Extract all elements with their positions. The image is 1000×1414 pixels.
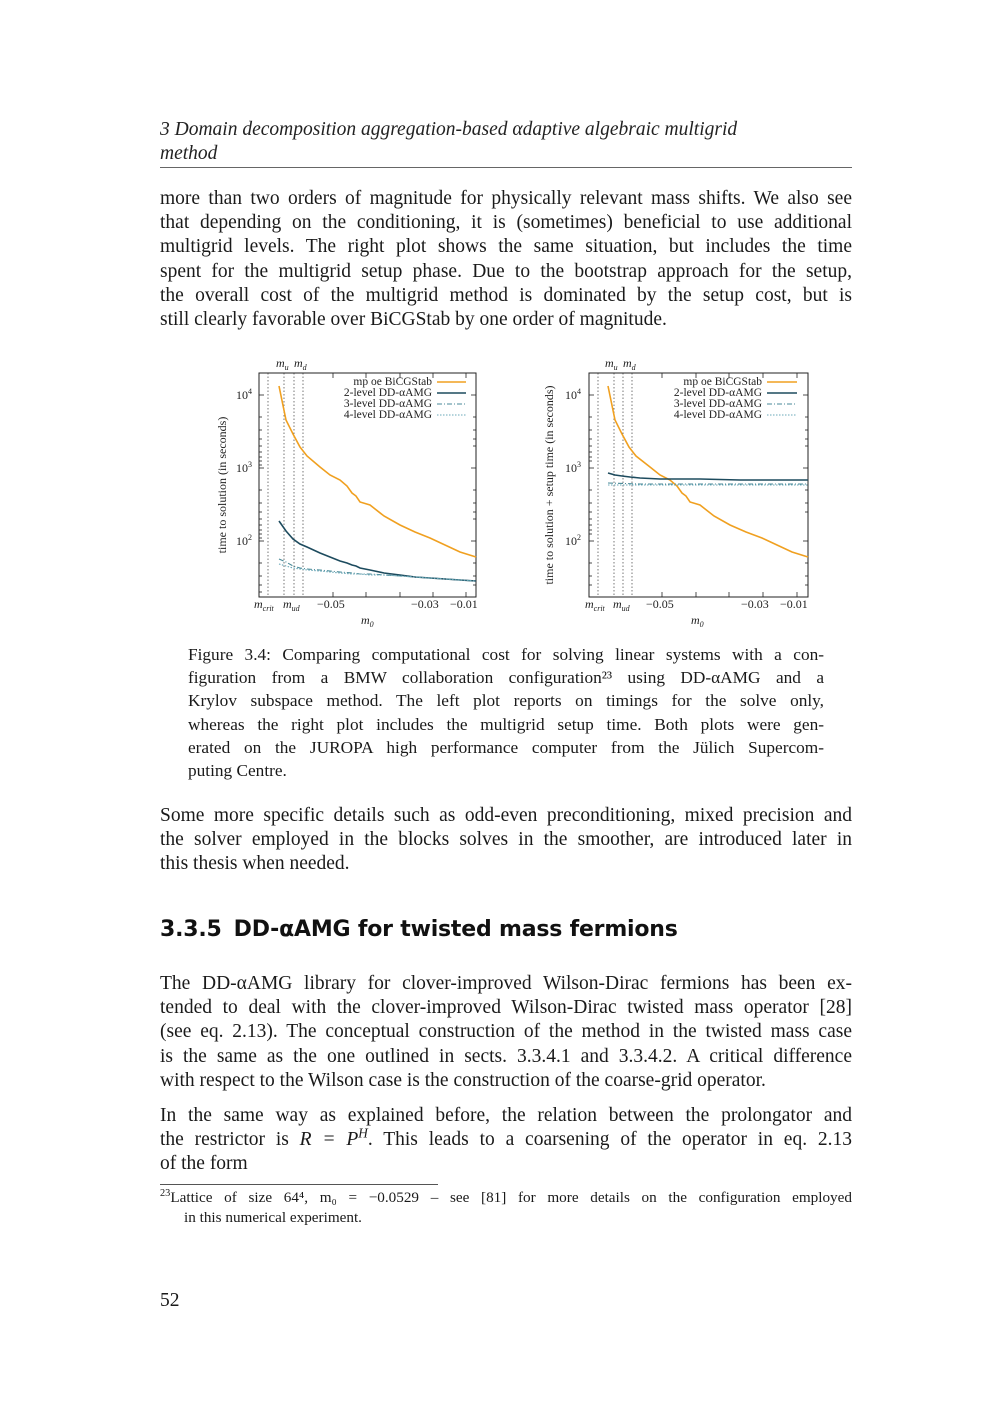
svg-text:4-level DD-αAMG: 4-level DD-αAMG [673, 409, 762, 421]
svg-text:103: $10^3$ [565, 460, 581, 475]
svg-text:3-level DD-αAMG: 3-level DD-αAMG [343, 398, 432, 410]
paragraph-restrictor [160, 1104, 852, 1177]
right-plot [535, 350, 825, 635]
svg-text:m0: $m_0$ [691, 613, 704, 629]
svg-text:102: $10^2$ [236, 533, 252, 548]
x-tick-labels [254, 597, 478, 629]
text-line: The DD-αAMG library for clover-improved Wilson-Dirac fermions has been ex- [160, 973, 852, 994]
svg-text:102: $10^2$ [565, 533, 581, 548]
text-line: with respect to the Wilson case is the construction of the coarse-grid operator. [160, 1069, 766, 1091]
svg-text:m0: $m_0$ [361, 613, 374, 629]
paragraph-intro [160, 187, 852, 332]
top-mass-labels [605, 356, 637, 372]
text-line: multigrid levels. The right plot shows the same situation, but includes the time [160, 236, 852, 258]
caption-line: whereas the right plot includes the multigrid setup time. Both plots were gen- [188, 714, 824, 734]
footnote-rule [160, 1184, 438, 1185]
svg-text:mp oe BiCGStab: mp oe BiCGStab [353, 376, 432, 388]
svg-text:md: $m_d$ [294, 356, 307, 372]
math-expression: R = P [299, 1129, 359, 1151]
footnote-line: in this numerical experiment. [184, 1209, 362, 1226]
text-line: the solver employed in the blocks solves in the smoother, are introduced later in [160, 829, 852, 851]
caption-line: erated on the JUROPA high performance computer from the Jülich Supercom- [188, 737, 824, 757]
svg-text:−0.01: −0.01 [780, 597, 808, 611]
svg-text:−0.03: −0.03 [741, 597, 769, 611]
svg-text:md: $m_d$ [623, 356, 636, 372]
running-head [160, 118, 852, 166]
series-2level [279, 521, 476, 581]
paragraph-twisted-mass [160, 972, 852, 1093]
text-line: this thesis when needed. [160, 853, 350, 875]
footnote [160, 1188, 852, 1228]
svg-text:−0.03: −0.03 [411, 597, 439, 611]
legend [674, 376, 797, 421]
paragraph-details [160, 804, 852, 877]
text-line: the overall cost of the multigrid method is dominated by the setup cost, but is [160, 284, 852, 306]
svg-text:3-level DD-αAMG: 3-level DD-αAMG [673, 398, 762, 410]
caption-line: puting Centre. [188, 761, 287, 781]
text-line: the restrictor is $R = P^H$. This leads to a coarsening of the operator in eq. 2.13 [160, 1125, 853, 1151]
text-line: still clearly favorable over BiCGStab by one order of magnitude. [160, 309, 667, 331]
series-3level [608, 483, 808, 484]
section-number: 3.3.5 [160, 917, 222, 942]
text-line: that depending on the conditioning, it is (sometimes) beneficial to use additional [160, 212, 852, 234]
svg-text:2-level DD-αAMG: 2-level DD-αAMG [673, 387, 762, 399]
mass-marker-lines [268, 373, 303, 597]
caption-line: Figure 3.4: Comparing computational cost for solving linear systems with a con- [188, 645, 824, 664]
svg-text:104: $10^4$ [565, 387, 581, 402]
text-line: In the same way as explained before, the relation between the prolongator and [160, 1105, 852, 1126]
section-heading [160, 917, 678, 942]
footnote-mark: 23 [160, 1187, 171, 1199]
x-tick-labels [585, 597, 808, 629]
svg-text:mp oe BiCGStab: mp oe BiCGStab [683, 376, 762, 388]
y-tick-labels [565, 387, 581, 548]
svg-text:mu: $m_u$ [605, 356, 618, 372]
page-number: 52 [160, 1290, 180, 1311]
svg-text:4-level DD-αAMG: 4-level DD-αAMG [343, 409, 432, 421]
svg-text:mud: $m_{ud}$ [283, 597, 300, 613]
left-plot [210, 350, 500, 635]
running-head-line-1: 3 Domain decomposition aggregation-based αdaptive algebraic multigrid [160, 119, 738, 140]
footnote-line: $^{23}$Lattice of size 64⁴, m₀ = −0.0529 – see [81] for more details on the configuration employed [160, 1187, 852, 1206]
y-tick-labels [236, 387, 252, 548]
svg-text:mcrit: $m_{crit}$ [585, 597, 605, 613]
series-2level [608, 473, 808, 480]
svg-text:104: $10^4$ [236, 387, 252, 402]
svg-text:2-level DD-αAMG: 2-level DD-αAMG [343, 387, 432, 399]
text-line: is the same as the one outlined in sects. 3.3.4.1 and 3.3.4.2. A critical difference [160, 1045, 852, 1067]
caption-line: figuration from a BMW collaboration configuration²³ using DD-αAMG and a [188, 668, 824, 688]
legend [344, 376, 466, 421]
text-line: (see eq. 2.13). The conceptual construction of the method in the twisted mass case [160, 1021, 852, 1043]
top-mass-labels [276, 356, 308, 372]
svg-text:−0.05: −0.05 [317, 597, 345, 611]
header-rule [160, 167, 852, 168]
text-line: spent for the multigrid setup phase. Due to the bootstrap approach for the setup, [160, 260, 852, 282]
svg-text:103: $10^3$ [236, 460, 252, 475]
y-axis-label: time to solution (in seconds) [215, 416, 229, 554]
text-line: Some more specific details such as odd-even preconditioning, mixed precision and [160, 805, 852, 826]
svg-text:mcrit: $m_{crit}$ [254, 597, 274, 613]
caption-line: Krylov subspace method. The left plot reports on timings for the solve only, [188, 691, 824, 711]
svg-text:mud: $m_{ud}$ [613, 597, 630, 613]
text-line: tended to deal with the clover-improved Wilson-Dirac twisted mass operator [28] [160, 997, 852, 1019]
svg-text:−0.05: −0.05 [646, 597, 674, 611]
figure-caption [188, 643, 824, 782]
running-head-line-2: method [160, 143, 218, 164]
svg-text:mu: $m_u$ [276, 356, 289, 372]
section-title-text: DD-αAMG for twisted mass fermions [233, 917, 678, 942]
text-line: more than two orders of magnitude for physically relevant mass shifts. We also see [160, 188, 852, 209]
text-line: of the form [160, 1153, 248, 1175]
y-axis-label: time to solution + setup time (in seconds) [542, 385, 556, 585]
svg-text:−0.01: −0.01 [450, 597, 478, 611]
